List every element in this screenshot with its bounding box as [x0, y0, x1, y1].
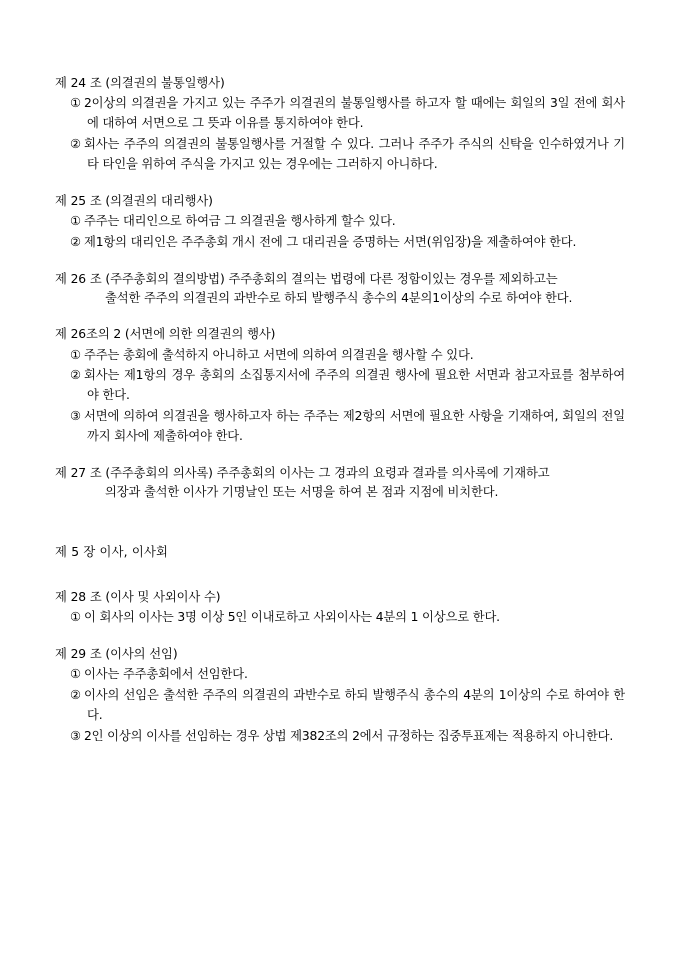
article-24: [55, 74, 625, 175]
article-29: [55, 645, 625, 747]
article-26-2: [55, 325, 625, 447]
article-26-2-heading: 제 26조의 2 (서면에 의한 의결권의 행사): [55, 327, 276, 342]
clause-text: 주주는 총회에 출석하지 아니하고 서면에 의하여 의결권을 행사할 수 있다.: [84, 347, 474, 362]
clause-text: 이 회사의 이사는 3명 이상 5인 이내로하고 사외이사는 4분의 1 이상으로 한다.: [84, 610, 500, 625]
article-25-heading: 제 25 조 (의결권의 대리행사): [55, 193, 213, 208]
clause-marker: ②: [70, 368, 81, 383]
article-29-clause-2: [55, 686, 625, 726]
article-26: [55, 270, 625, 309]
clause-marker: ①: [70, 347, 81, 362]
clause-text: 서면에 의하여 의결권을 행사하고자 하는 주주는 제2항의 서면에 필요한 사항을 기재하여, 회일의 전일까지 회사에 제출하여야 한다.: [84, 409, 625, 444]
clause-marker: ①: [70, 96, 81, 111]
clause-text: 회사는 주주의 의결권의 불통일행사를 거절할 수 있다. 그러나 주주가 주식의 신탁을 인수하였거나 기타 타인을 위하여 주식을 가지고 있는 경우에는 그러하지 아니하다.: [84, 136, 625, 171]
article-25-clause-2: [55, 233, 625, 253]
document-body: [55, 74, 625, 764]
clause-marker: ③: [70, 409, 81, 424]
article-25-clause-1: [55, 212, 625, 232]
chapter-5-heading: 제 5 장 이사, 이사회: [55, 545, 169, 560]
clause-marker: ①: [70, 667, 81, 682]
article-25: [55, 192, 625, 253]
clause-marker: ②: [70, 234, 81, 249]
article-24-clause-1: [55, 94, 625, 134]
clause-text: 이사는 주주총회에서 선임한다.: [84, 667, 248, 682]
article-29-clause-3: [55, 727, 625, 747]
clause-marker: ③: [70, 728, 81, 743]
article-28-clause-1: [55, 608, 625, 628]
clause-text: 2이상의 의결권을 가지고 있는 주주가 의결권의 불통일행사를 하고자 할 때에는 회일의 3일 전에 회사에 대하여 서면으로 그 뜻과 이유를 통지하여야 한다.: [84, 96, 625, 130]
clause-text: 회사는 제1항의 경우 총회의 소집통지서에 주주의 의결권 행사에 필요한 서면과 참고자료를 첨부하여야 한다.: [84, 368, 625, 403]
article-28: [55, 588, 625, 628]
clause-marker: ②: [70, 687, 81, 702]
clause-text: 주주는 대리인으로 하여금 그 의결권을 행사하게 할수 있다.: [84, 213, 396, 228]
article-27-heading: 제 27 조 (주주총회의 의사록) 주주총회의 이사는 그 경과의 요령과 결과를 의사록에 기재하고: [55, 466, 550, 481]
article-28-heading: 제 28 조 (이사 및 사외이사 수): [55, 590, 221, 605]
article-26-2-clause-3: [55, 407, 625, 447]
clause-text: 제1항의 대리인은 주주총회 개시 전에 그 대리권을 증명하는 서면(위임장)을 제출하여야 한다.: [84, 234, 577, 249]
article-26-2-clause-1: [55, 346, 625, 366]
article-24-heading: 제 24 조 (의결권의 불통일행사): [55, 76, 225, 90]
article-27: [55, 464, 625, 503]
article-24-clause-2: [55, 135, 625, 175]
article-29-heading: 제 29 조 (이사의 선임): [55, 647, 178, 662]
article-27-body: 의장과 출석한 이사가 기명날인 또는 서명을 하여 본 점과 지점에 비치한다.: [105, 485, 499, 500]
article-26-body: 출석한 주주의 의결권의 과반수로 하되 발행주식 총수의 4분의1이상의 수로 하여야 한다.: [105, 290, 573, 305]
clause-marker: ②: [70, 136, 81, 151]
article-29-clause-1: [55, 665, 625, 685]
clause-marker: ①: [70, 213, 81, 228]
article-26-2-clause-2: [55, 366, 625, 406]
clause-text: 이사의 선임은 출석한 주주의 의결권의 과반수로 하되 발행주식 총수의 4분의 1이상의 수로 하여야 한다.: [84, 687, 625, 722]
clause-marker: ①: [70, 610, 81, 625]
article-26-heading: 제 26 조 (주주총회의 결의방법) 주주총회의 결의는 법령에 다른 정함이있는 경우를 제외하고는: [55, 271, 558, 286]
clause-text: 2인 이상의 이사를 선임하는 경우 상법 제382조의 2에서 규정하는 집중투표제는 적용하지 아니한다.: [84, 728, 614, 743]
